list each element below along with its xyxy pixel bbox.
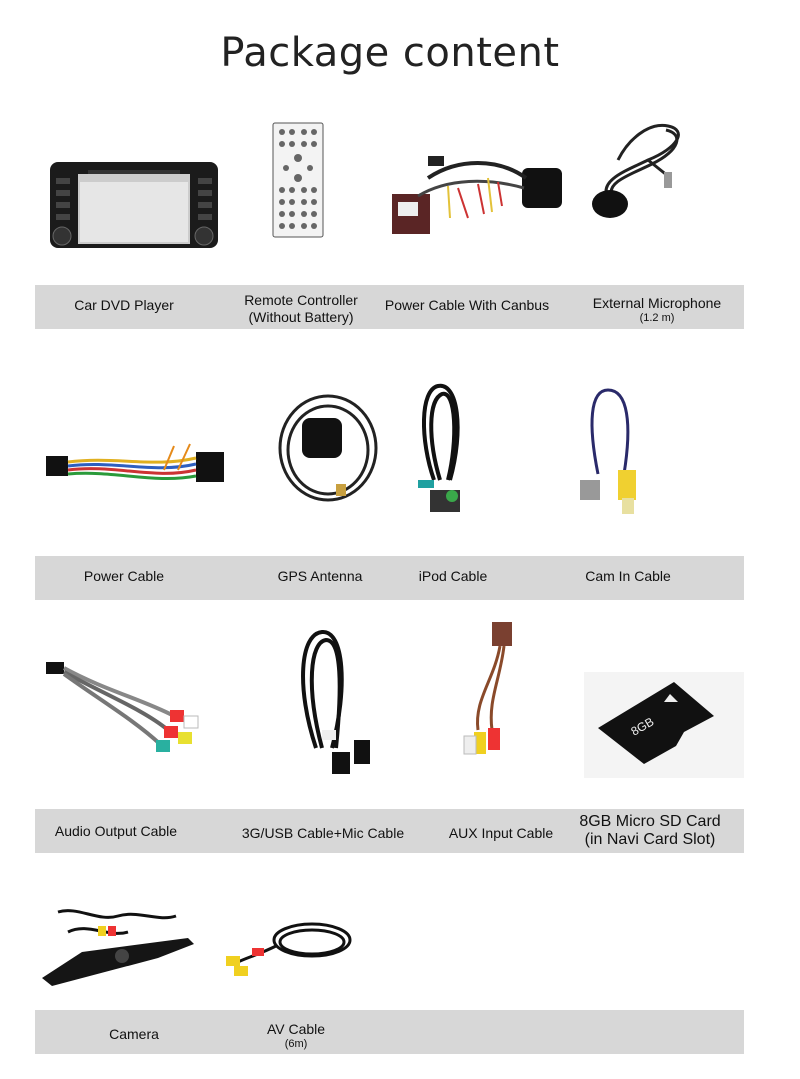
car-dvd-player-image [48,158,220,252]
label-aux-input-cable: AUX Input Cable [448,825,554,841]
power-cable-canbus-image [388,148,568,244]
label-av-cable: AV Cable (6m) [266,1021,326,1050]
label-external-microphone: External Microphone (1.2 m) [592,295,722,324]
remote-controller-image [272,122,324,238]
label-usb-mic-cable: 3G/USB Cable+Mic Cable [241,825,405,841]
external-microphone-image [588,120,692,224]
label-cam-in-cable: Cam In Cable [585,568,671,584]
label-camera: Camera [109,1026,159,1042]
label-remote-controller: Remote Controller (Without Battery) [244,292,358,325]
aux-input-cable-image [454,620,518,770]
sd-card-image [584,672,744,778]
label-car-dvd-player: Car DVD Player [74,297,174,313]
page-title: Package content [220,30,560,76]
sd-card-capacity-text: 8GB [628,714,657,739]
ipod-cable-image [414,380,474,520]
label-audio-output-cable: Audio Output Cable [54,823,178,839]
label-power-cable-canbus: Power Cable With Canbus [384,297,550,313]
cam-in-cable-image [578,384,648,520]
camera-image [38,902,198,992]
usb-mic-cable-image [292,628,384,778]
label-power-cable: Power Cable [83,568,165,584]
label-ipod-cable: iPod Cable [418,568,488,584]
av-cable-image [220,918,354,982]
power-cable-image [44,440,232,500]
label-gps-antenna: GPS Antenna [277,568,363,584]
label-sd-card: 8GB Micro SD Card (in Navi Card Slot) [579,813,721,848]
audio-output-cable-image [44,660,216,760]
gps-antenna-image [274,388,380,506]
